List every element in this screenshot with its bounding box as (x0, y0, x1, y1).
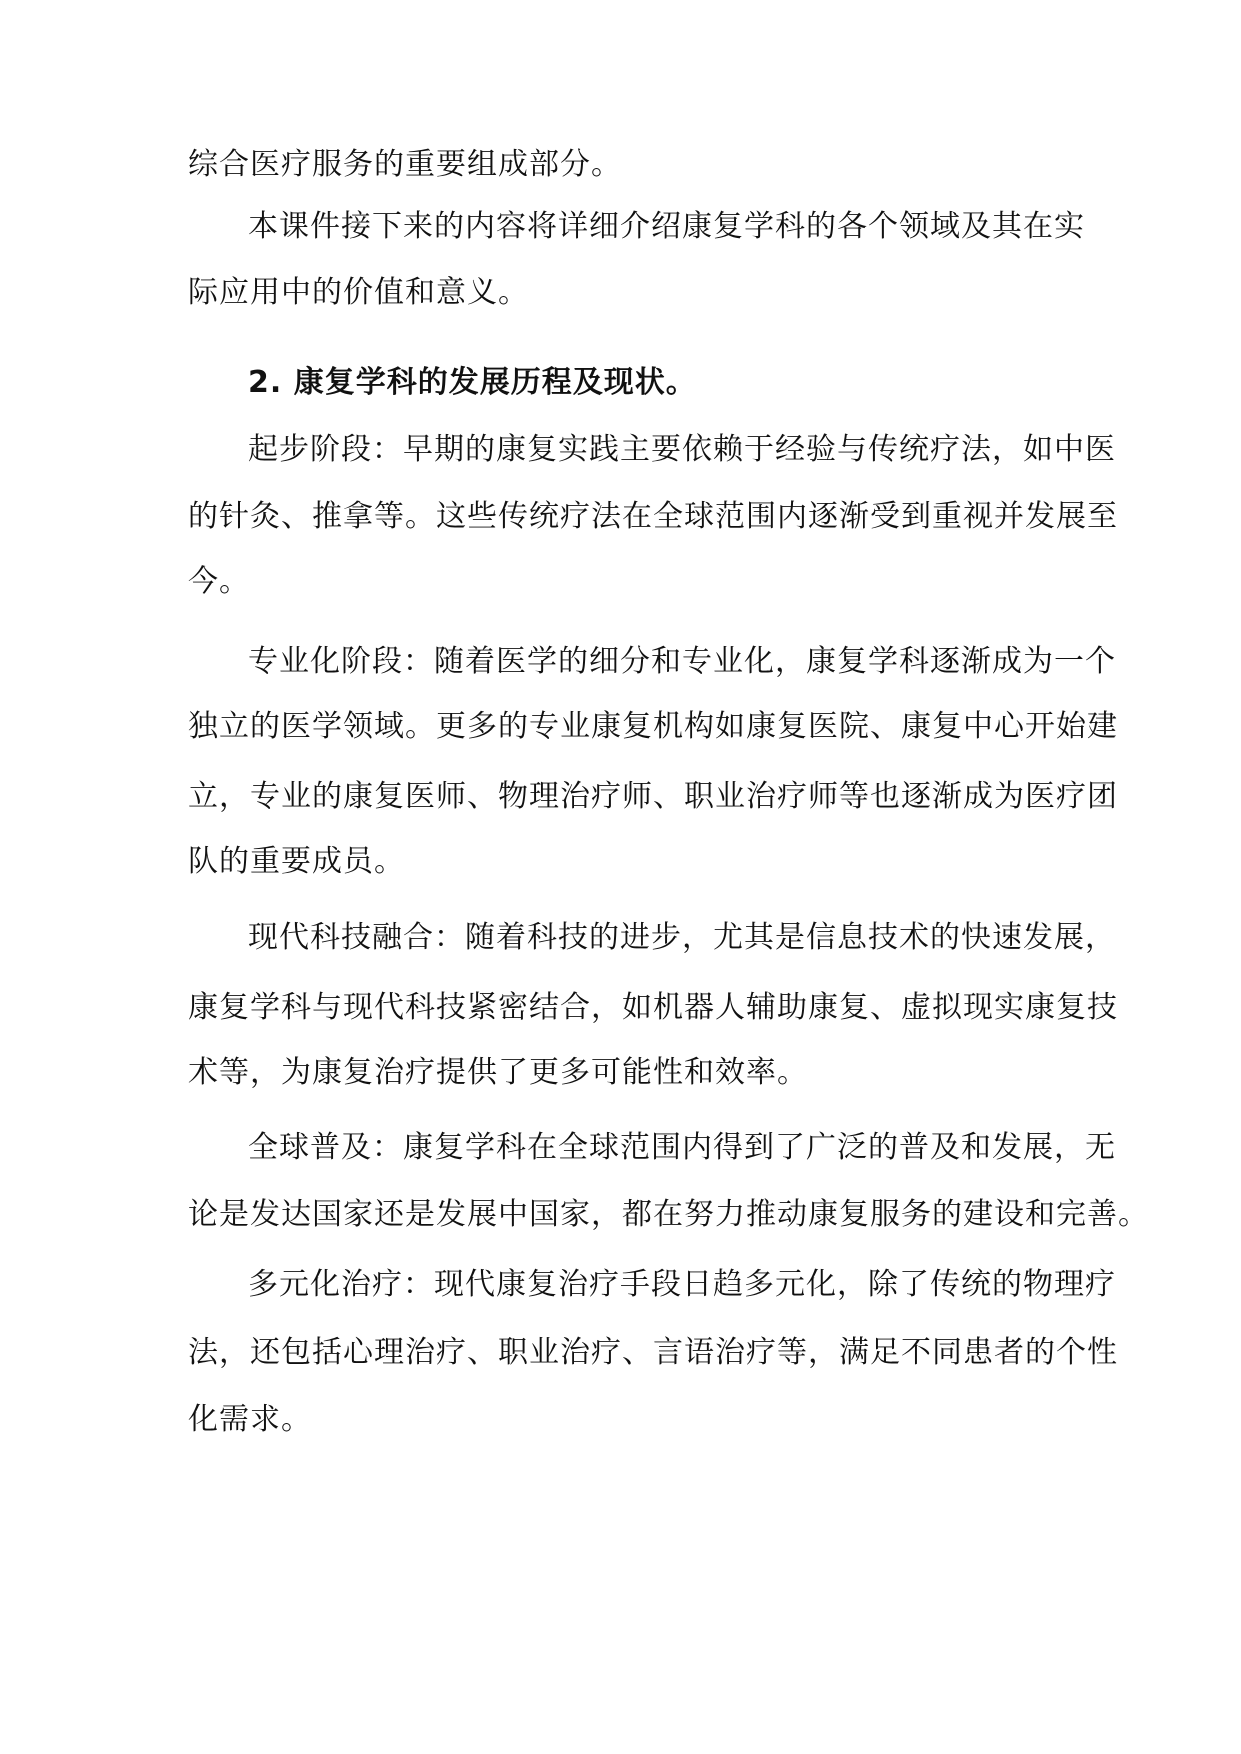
paragraph-line: 全球普及：康复学科在全球范围内得到了广泛的普及和发展，无 (248, 1130, 1116, 1165)
paragraph-line: 术等，为康复治疗提供了更多可能性和效率。 (188, 1055, 808, 1090)
section-heading: 2. 康复学科的发展历程及现状。 (248, 365, 697, 400)
paragraph-line: 多元化治疗：现代康复治疗手段日趋多元化，除了传统的物理疗 (248, 1267, 1116, 1302)
paragraph-line: 立，专业的康复医师、物理治疗师、职业治疗师等也逐渐成为医疗团 (188, 779, 1118, 814)
paragraph-line: 法，还包括心理治疗、职业治疗、言语治疗等，满足不同患者的个性 (188, 1335, 1118, 1370)
paragraph-line: 的针灸、推拿等。这些传统疗法在全球范围内逐渐受到重视并发展至 (188, 499, 1118, 534)
paragraph-line: 独立的医学领域。更多的专业康复机构如康复医院、康复中心开始建 (188, 709, 1118, 744)
paragraph-line: 综合医疗服务的重要组成部分。 (188, 147, 622, 182)
paragraph-line: 际应用中的价值和意义。 (188, 275, 529, 310)
paragraph-line: 队的重要成员。 (188, 844, 405, 879)
paragraph-line: 论是发达国家还是发展中国家，都在努力推动康复服务的建设和完善。 (188, 1197, 1149, 1232)
paragraph-line: 今。 (188, 564, 250, 599)
paragraph-line: 化需求。 (188, 1402, 312, 1437)
paragraph-line: 康复学科与现代科技紧密结合，如机器人辅助康复、虚拟现实康复技 (188, 990, 1118, 1025)
paragraph-line: 起步阶段：早期的康复实践主要依赖于经验与传统疗法，如中医 (248, 432, 1116, 467)
paragraph-line: 现代科技融合：随着科技的进步，尤其是信息技术的快速发展， (248, 920, 1116, 955)
paragraph-line: 专业化阶段：随着医学的细分和专业化，康复学科逐渐成为一个 (248, 644, 1116, 679)
paragraph-line: 本课件接下来的内容将详细介绍康复学科的各个领域及其在实 (248, 209, 1085, 244)
